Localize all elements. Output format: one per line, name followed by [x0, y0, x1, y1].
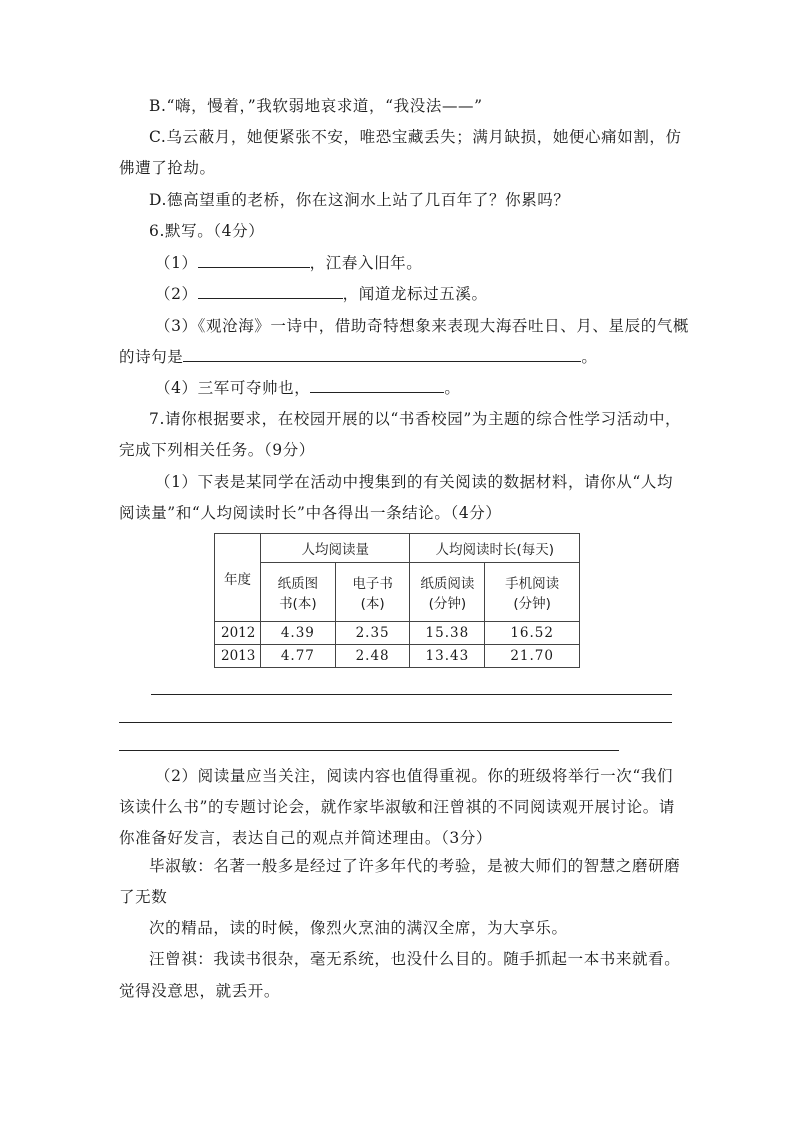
row-year: 2013 — [215, 645, 261, 668]
ebooks-value: 2.35 — [335, 622, 410, 645]
q6-item3-answer-blank[interactable] — [183, 347, 581, 362]
q6-item1-prefix: （1） — [155, 254, 198, 272]
option-b-text: B.“嗨，慢着，”我软弱地哀求道，“我没法——” — [149, 97, 483, 115]
reading-data-table — [214, 533, 580, 668]
option-c-text-line1: C.乌云蔽月，她便紧张不安，唯恐宝藏丢失；满月缺损，她便心痛如割，仿 — [149, 128, 682, 146]
phone-reading-time-value: 16.52 — [485, 622, 580, 645]
q6-item3-line2 — [119, 347, 598, 367]
bi-shumin-quote-line1: 毕淑敏：名著一般多是经过了许多年代的考验，是被大师们的智慧之磨研磨 — [149, 857, 681, 875]
table-row — [215, 622, 580, 645]
q6-item1 — [155, 253, 422, 273]
ebooks-header: 电子书 (本) — [335, 563, 410, 622]
q6-item2-answer-blank[interactable] — [198, 284, 343, 299]
q7-sub2-line2: 该读什么书”的专题讨论会，就作家毕淑敏和汪曾祺的不同阅读观开展讨论。请 — [119, 798, 675, 816]
q6-item4 — [155, 378, 460, 398]
ebooks-value: 2.48 — [335, 645, 410, 668]
q6-item3-line1: （3）《观沧海》一诗中，借助奇特想象来表现大海吞吐日、月、星辰的气概 — [155, 317, 690, 335]
table-row — [215, 645, 580, 668]
wang-zengqi-quote-line1: 汪曾祺：我读书很杂，毫无系统，也没什么目的。随手抓起一本书来就看。 — [149, 950, 681, 968]
q6-item4-answer-blank[interactable] — [310, 378, 444, 393]
phone-reading-time-header: 手机阅读 (分钟) — [485, 563, 580, 622]
q6-item2-suffix: ，闻道龙标过五溪。 — [342, 285, 488, 303]
q7-intro-line2: 完成下列相关任务。（9分） — [119, 441, 315, 459]
q7-sub2-line3: 你准备好发言，表达自己的观点并简述理由。（3分） — [119, 829, 493, 847]
q6-item3-suffix: 。 — [581, 348, 598, 366]
row-year: 2012 — [215, 622, 261, 645]
paper-books-value: 4.39 — [260, 622, 335, 645]
reading-time-header: 人均阅读时长(每天) — [410, 534, 580, 563]
q6-item2-prefix: （2） — [155, 285, 198, 303]
year-header: 年度 — [215, 534, 261, 622]
paper-reading-time-header: 纸质阅读 (分钟) — [410, 563, 485, 622]
q6-item1-suffix: ，江春入旧年。 — [309, 254, 423, 272]
q6-item4-suffix: 。 — [444, 379, 461, 397]
answer-line-1[interactable] — [151, 694, 672, 695]
answer-line-2[interactable] — [119, 722, 672, 723]
answer-line-3[interactable] — [119, 750, 619, 751]
q7-sub1-line2: 阅读量”和“人均阅读时长”中各得出一条结论。（4分） — [119, 504, 502, 522]
phone-reading-time-value: 21.70 — [485, 645, 580, 668]
q6-item3-prefix: 的诗句是 — [119, 348, 184, 366]
paper-reading-time-value: 15.38 — [410, 622, 485, 645]
bi-shumin-quote-line2: 了无数 — [119, 888, 168, 906]
wang-zengqi-quote-line2: 觉得没意思，就丢开。 — [119, 982, 281, 1000]
q7-sub2-line1: （2）阅读量应当关注，阅读内容也值得重视。你的班级将举行一次“我们 — [155, 767, 674, 785]
option-d-text: D.德高望重的老桥，你在这涧水上站了几百年了？你累吗？ — [149, 191, 570, 209]
paper-reading-time-value: 13.43 — [410, 645, 485, 668]
paper-books-header: 纸质图 书(本) — [260, 563, 335, 622]
bi-shumin-quote-line3: 次的精品，读的时候，像烈火烹油的满汉全席，为大享乐。 — [149, 919, 568, 937]
paper-books-value: 4.77 — [260, 645, 335, 668]
q6-title: 6.默写。（4分） — [149, 222, 265, 240]
q6-item4-prefix: （4）三军可夺帅也， — [155, 379, 311, 397]
option-c-text-line2: 佛遭了抢劫。 — [119, 159, 216, 177]
q7-sub1-line1: （1）下表是某同学在活动中搜集到的有关阅读的数据材料，请你从“人均 — [155, 473, 674, 491]
q6-item1-answer-blank[interactable] — [198, 253, 310, 268]
q6-item2 — [155, 284, 488, 304]
q7-intro-line1: 7.请你根据要求，在校园开展的以“书香校园”为主题的综合性学习活动中， — [149, 410, 682, 428]
reading-volume-header: 人均阅读量 — [260, 534, 410, 563]
